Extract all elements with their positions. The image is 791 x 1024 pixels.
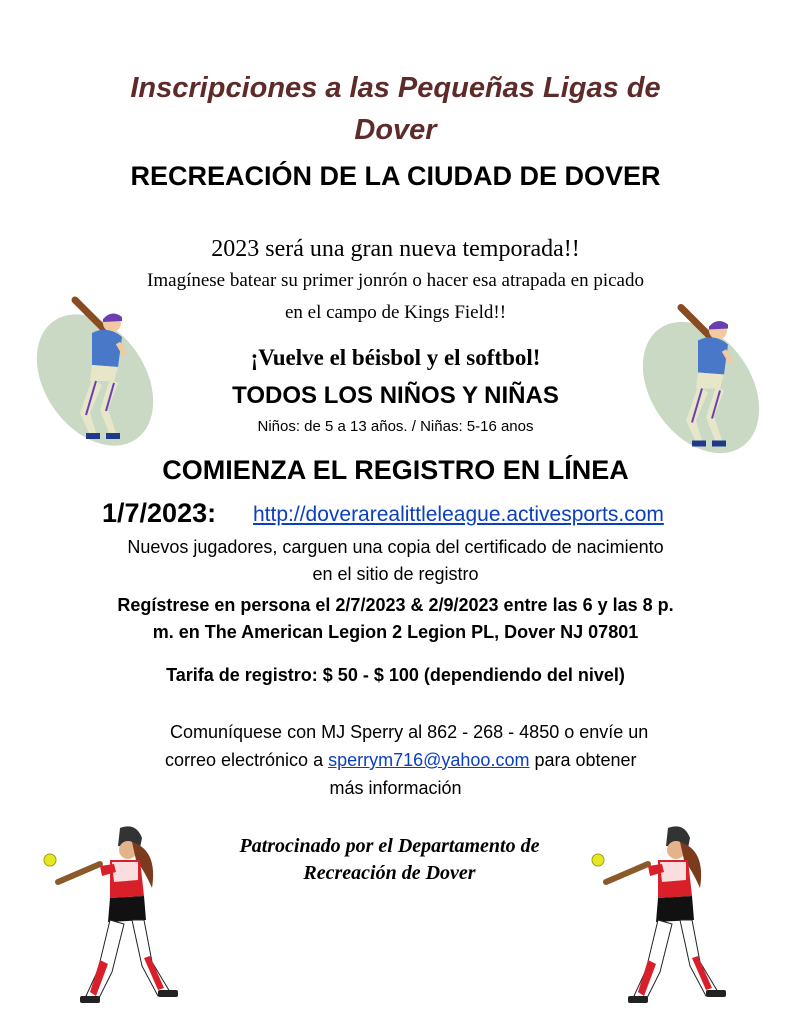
title-line-2: Dover xyxy=(354,114,437,146)
title-line-1: Inscripciones a las Pequeñas Ligas de xyxy=(130,72,661,104)
season-text: 2023 será una gran nueva temporada!! xyxy=(211,236,580,262)
new-players-line-1: Nuevos jugadores, carguen una copia del certificado de nacimiento xyxy=(127,537,664,557)
contact-line-2-suffix: para obtener xyxy=(529,750,637,770)
sponsor-line-2: Recreación de Dover xyxy=(303,862,476,884)
registration-date: 1/7/2023: xyxy=(102,498,217,528)
all-kids-heading: TODOS LOS NIÑOS Y NIÑAS xyxy=(232,382,559,409)
contact-line-2-prefix: correo electrónico a xyxy=(165,750,329,770)
imagine-line-2: en el campo de Kings Field!! xyxy=(284,302,507,323)
in-person-line-1: Regístrese en persona el 2/7/2023 & 2/9/2023 entre las 6 y las 8 p. xyxy=(117,595,674,615)
contact-line-2 xyxy=(165,750,637,771)
age-ranges: Niños: de 5 a 13 años. / Niñas: 5-16 anos xyxy=(257,418,534,435)
softball-batter-right-icon xyxy=(588,820,738,1010)
contact-line-3: más información xyxy=(329,778,462,798)
returns-heading: ¡Vuelve el béisbol y el softbol! xyxy=(250,345,541,370)
new-players-line-2: en el sitio de registro xyxy=(312,564,479,584)
imagine-line-1: Imagínese batear su primer jonrón o hacer esa atrapada en picado xyxy=(147,270,644,291)
subtitle: RECREACIÓN DE LA CIUDAD DE DOVER xyxy=(130,161,661,191)
contact-email-link[interactable]: sperrym716@yahoo.com xyxy=(328,750,530,770)
sponsor-line-1: Patrocinado por el Departamento de xyxy=(239,835,540,857)
registration-link[interactable]: http://doverarealittleleague.activesports.com xyxy=(253,503,664,526)
in-person-line-2: m. en The American Legion 2 Legion PL, Dover NJ 07801 xyxy=(152,622,639,642)
registration-fee: Tarifa de registro: $ 50 - $ 100 (dependiendo del nivel) xyxy=(166,665,625,685)
registration-heading: COMIENZA EL REGISTRO EN LÍNEA xyxy=(162,455,629,485)
softball-batter-left-icon xyxy=(40,820,190,1010)
baseball-batter-right-icon xyxy=(636,300,766,460)
contact-line-1: Comuníquese con MJ Sperry al 862 - 268 - 4850 o envíe un xyxy=(170,722,649,742)
